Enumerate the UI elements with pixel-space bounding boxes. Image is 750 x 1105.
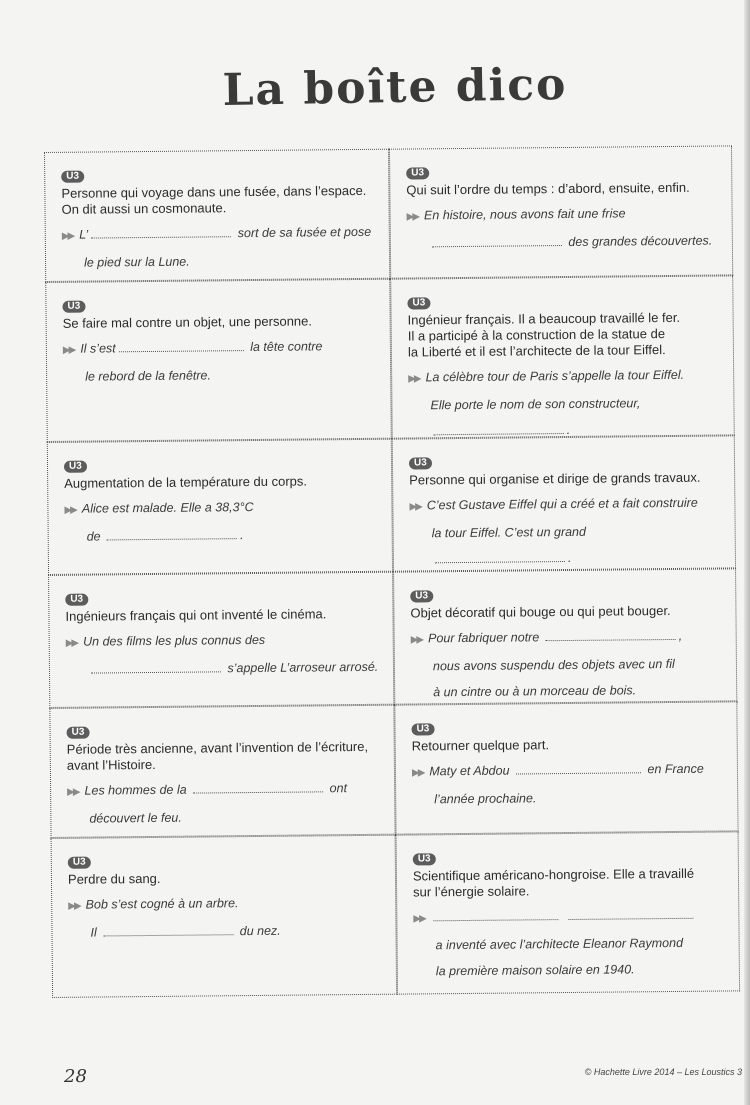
answer-blank[interactable] — [432, 235, 562, 247]
entry-ingenieur — [392, 435, 736, 571]
arrow-icon: ▶▶ — [68, 900, 80, 912]
entry-chronologique — [389, 145, 733, 278]
entry-revenir — [394, 701, 738, 834]
entry-mobile — [393, 568, 737, 704]
entry-definition: Personne qui voyage dans une fusée, dans l’espace. On dit aussi un cosmonaute. — [61, 182, 367, 217]
unit-badge: U3 — [68, 857, 91, 869]
entry-definition: Objet décoratif qui bouge ou qui peut bouger. — [410, 603, 671, 621]
unit-badge: U3 — [409, 457, 432, 469]
entry-saigner — [51, 835, 398, 998]
entry-definition: Perdre du sang. — [67, 870, 161, 887]
entry-prehistoire — [49, 705, 395, 838]
page-number: 28 — [64, 1066, 87, 1087]
entry-example: ▶▶ L’ sort de sa fusée et pose le pied sur la Lune. — [61, 224, 372, 270]
unit-badge: U3 — [407, 297, 430, 309]
entry-example: ▶▶ Il s’est la tête contre le rebord de la fenêtre. — [62, 339, 323, 384]
entry-definition: Période très ancienne, avant l’invention de l’écriture, avant l’Histoire. — [66, 738, 369, 773]
unit-badge: U3 — [67, 727, 90, 739]
unit-badge: U3 — [61, 171, 84, 183]
entry-example: ▶▶ Bob s’est cogné à un arbre. Il du nez. — [68, 896, 281, 940]
answer-blank[interactable] — [119, 340, 244, 352]
arrow-icon: ▶▶ — [62, 344, 75, 356]
arrow-icon: ▶▶ — [411, 767, 424, 779]
answer-blank[interactable] — [434, 423, 564, 435]
entry-eiffel — [390, 275, 735, 438]
entry-example: ▶▶ La célèbre tour de Paris s’appelle la tour Eiffel. Elle porte le nom de son constructeur, . — [408, 367, 685, 437]
unit-badge: U3 — [62, 301, 85, 313]
dictionary-grid — [44, 145, 740, 998]
entry-example: ▶▶ En histoire, nous avons fait une frise des grandes découvertes. — [406, 206, 713, 249]
answer-blank[interactable] — [107, 528, 237, 540]
arrow-icon: ▶▶ — [410, 634, 423, 646]
entry-example: ▶▶ Maty et Abdou en France l’année prochaine. — [411, 761, 704, 807]
entry-example: ▶▶ Alice est malade. Elle a 38,3°C de . — [64, 500, 254, 544]
entry-definition: Scientifique américano-hongroise. Elle a travaillé sur l’énergie solaire. — [412, 865, 695, 900]
answer-blank[interactable] — [91, 226, 231, 238]
answer-blank[interactable] — [91, 661, 221, 673]
unit-badge: U3 — [406, 167, 429, 179]
entry-definition: Ingénieurs français qui ont inventé le cinéma. — [65, 606, 327, 624]
answer-blank[interactable] — [193, 781, 323, 793]
entry-definition: Personne qui organise et dirige de grands travaux. — [409, 469, 701, 488]
entry-definition: Ingénieur français. Il a beaucoup travaillé le fer. Il a participé à la construction de la statue de la Liberté et il est l’architecte de la tour Eiffel. — [407, 309, 681, 360]
entry-example: ▶▶ Pour fabriquer notre , nous avons suspendu des objets avec un fil à un cintre ou à un morceau de bois. — [410, 628, 683, 700]
arrow-icon: ▶▶ — [64, 504, 76, 516]
arrow-icon: ▶▶ — [65, 637, 78, 649]
arrow-icon: ▶▶ — [406, 211, 419, 223]
answer-blank[interactable] — [103, 924, 233, 936]
unit-badge: U3 — [412, 723, 435, 735]
entry-definition: Se faire mal contre un objet, une personne. — [62, 313, 313, 331]
entry-definition: Augmentation de la température du corps. — [64, 473, 308, 491]
arrow-icon: ▶▶ — [408, 373, 420, 385]
copyright-notice: © Hachette Livre 2014 – Les Loustics 3 — [584, 1067, 742, 1077]
answer-blank[interactable] — [435, 551, 565, 563]
arrow-icon: ▶▶ — [67, 786, 79, 798]
entry-definition: Retourner quelque part. — [411, 737, 550, 754]
unit-badge: U3 — [413, 853, 436, 865]
entry-example: ▶▶ a inventé avec l’architecte Eleanor Raymond la première maison solaire en 1940. — [413, 902, 725, 985]
entry-lumiere — [48, 572, 394, 708]
answer-blank-first-name[interactable] — [434, 909, 559, 921]
page-title: La boîte dico — [222, 58, 568, 117]
arrow-icon: ▶▶ — [409, 501, 421, 513]
entry-example: ▶▶ Un des films les plus connus des s’appelle L’arroseur arrosé. — [65, 632, 379, 676]
entry-fievre — [47, 439, 393, 575]
unit-badge: U3 — [64, 461, 87, 473]
entry-astronaute — [44, 149, 390, 282]
arrow-icon: ▶▶ — [413, 913, 425, 925]
unit-badge: U3 — [65, 594, 88, 606]
answer-blank-last-name[interactable] — [568, 908, 693, 920]
entry-example: ▶▶ C’est Gustave Eiffel qui a créé et a fait construire la tour Eiffel. C’est un grand . — [409, 495, 698, 565]
entry-maria-telkes — [396, 831, 741, 994]
unit-badge: U3 — [410, 590, 433, 602]
entry-definition: Qui suit l’ordre du temps : d’abord, ensuite, enfin. — [406, 179, 690, 198]
answer-blank[interactable] — [546, 629, 676, 641]
entry-example: ▶▶ Les hommes de la ont découvert le feu. — [67, 781, 348, 826]
answer-blank[interactable] — [516, 762, 641, 774]
arrow-icon: ▶▶ — [61, 230, 74, 242]
entry-cogner — [45, 279, 392, 442]
page-edge-shadow — [744, 0, 750, 1105]
